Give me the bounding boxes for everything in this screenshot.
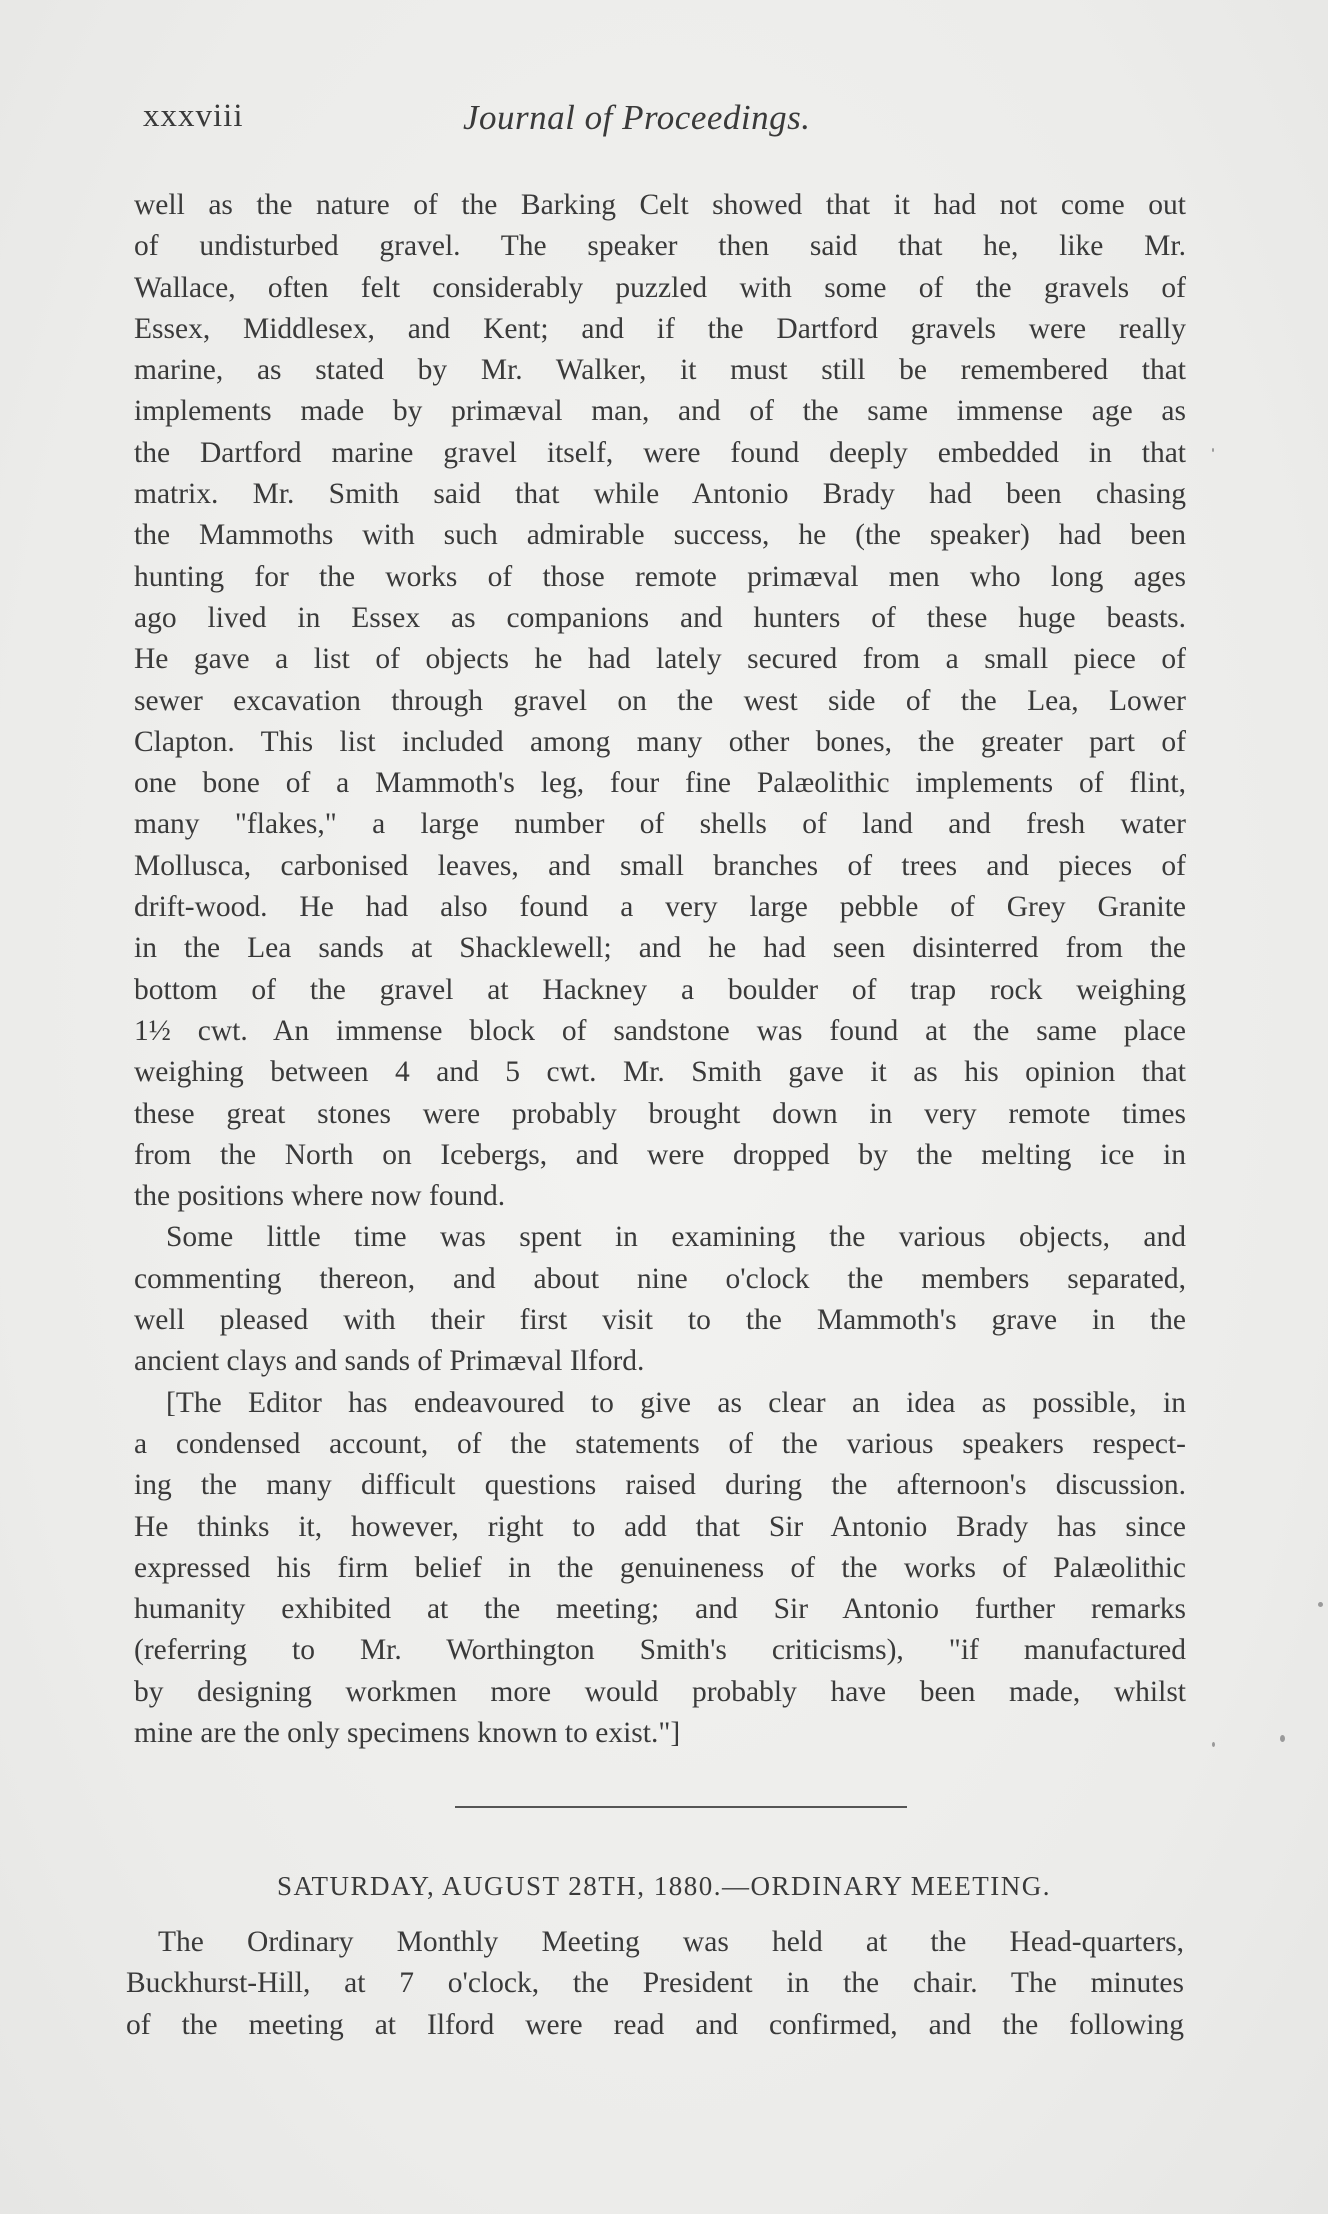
body-text xyxy=(134,185,1186,1754)
text-line: ing the many difficult questions raised during the afternoon's discussion. xyxy=(134,1469,1186,1502)
text-line: Buckhurst-Hill, at 7 o'clock, the President in the chair. The minutes xyxy=(126,1967,1184,2000)
running-title: Journal of Proceedings. xyxy=(463,98,811,137)
paper-speck xyxy=(1280,1735,1285,1742)
paper-speck xyxy=(1318,1602,1323,1607)
paper-speck xyxy=(1212,1742,1215,1747)
text-line: ancient clays and sands of Primæval Ilford. xyxy=(134,1345,645,1378)
page-number: xxxviii xyxy=(143,98,244,134)
text-line: bottom of the gravel at Hackney a boulder of trap rock weighing xyxy=(134,973,1186,1006)
text-line: expressed his firm belief in the genuineness of the works of Palæolithic xyxy=(134,1551,1186,1584)
text-line: from the North on Icebergs, and were dropped by the melting ice in xyxy=(134,1138,1186,1171)
paper-speck xyxy=(1212,448,1214,452)
text-line: Wallace, often felt considerably puzzled with some of the gravels of xyxy=(134,271,1186,304)
text-line: well as the nature of the Barking Celt showed that it had not come out xyxy=(134,189,1186,221)
text-line: the Mammoths with such admirable success, he (the speaker) had been xyxy=(134,519,1186,552)
text-line: the Dartford marine gravel itself, were found deeply embedded in that xyxy=(134,436,1186,469)
text-line: a condensed account, of the statements of the various speakers respect- xyxy=(134,1427,1186,1460)
text-line: sewer excavation through gravel on the west side of the Lea, Lower xyxy=(134,684,1186,717)
text-line: matrix. Mr. Smith said that while Antonio Brady had been chasing xyxy=(134,478,1186,511)
text-line: Some little time was spent in examining the various objects, and xyxy=(166,1221,1186,1254)
text-line: well pleased with their first visit to the Mammoth's grave in the xyxy=(134,1304,1186,1337)
text-line: one bone of a Mammoth's leg, four fine Palæolithic implements of flint, xyxy=(134,767,1186,800)
text-line: The Ordinary Monthly Meeting was held at the Head-quarters, xyxy=(158,1926,1184,1958)
text-line: these great stones were probably brought down in very remote times xyxy=(134,1097,1186,1130)
text-line: mine are the only specimens known to exist."] xyxy=(134,1716,681,1749)
section-divider xyxy=(455,1806,907,1808)
page-header xyxy=(143,98,1183,148)
text-line: of undisturbed gravel. The speaker then said that he, like Mr. xyxy=(134,230,1186,263)
text-line: in the Lea sands at Shacklewell; and he had seen disinterred from the xyxy=(134,932,1186,965)
text-line: He thinks it, however, right to add that Sir Antonio Brady has since xyxy=(134,1510,1186,1543)
section-heading: SATURDAY, AUGUST 28TH, 1880.—ORDINARY MEETING. xyxy=(276,1871,1052,1901)
text-line: many "flakes," a large number of shells of land and fresh water xyxy=(134,808,1186,841)
text-line: marine, as stated by Mr. Walker, it must still be remembered that xyxy=(134,354,1186,387)
text-line: [The Editor has endeavoured to give as clear an idea as possible, in xyxy=(166,1386,1186,1419)
text-line: hunting for the works of those remote primæval men who long ages xyxy=(134,560,1186,593)
meeting-text xyxy=(126,1922,1184,2046)
text-line: ago lived in Essex as companions and hunters of these huge beasts. xyxy=(134,601,1186,634)
text-line: the positions where now found. xyxy=(134,1180,506,1213)
text-line: humanity exhibited at the meeting; and Sir Antonio further remarks xyxy=(134,1593,1186,1626)
text-line: He gave a list of objects he had lately secured from a small piece of xyxy=(134,643,1186,676)
text-line: Essex, Middlesex, and Kent; and if the Dartford gravels were really xyxy=(134,312,1186,345)
text-line: of the meeting at Ilford were read and confirmed, and the following xyxy=(126,2008,1184,2041)
text-line: commenting thereon, and about nine o'clock the members separated, xyxy=(134,1262,1186,1295)
text-line: weighing between 4 and 5 cwt. Mr. Smith gave it as his opinion that xyxy=(134,1056,1186,1089)
text-line: by designing workmen more would probably have been made, whilst xyxy=(134,1675,1186,1708)
text-line: (referring to Mr. Worthington Smith's criticisms), "if manufactured xyxy=(134,1634,1186,1667)
text-line: Mollusca, carbonised leaves, and small branches of trees and pieces of xyxy=(134,849,1186,882)
text-line: drift-wood. He had also found a very large pebble of Grey Granite xyxy=(134,891,1186,924)
text-line: implements made by primæval man, and of the same immense age as xyxy=(134,395,1186,428)
text-line: 1½ cwt. An immense block of sandstone was found at the same place xyxy=(134,1014,1186,1047)
text-line: Clapton. This list included among many other bones, the greater part of xyxy=(134,725,1186,758)
